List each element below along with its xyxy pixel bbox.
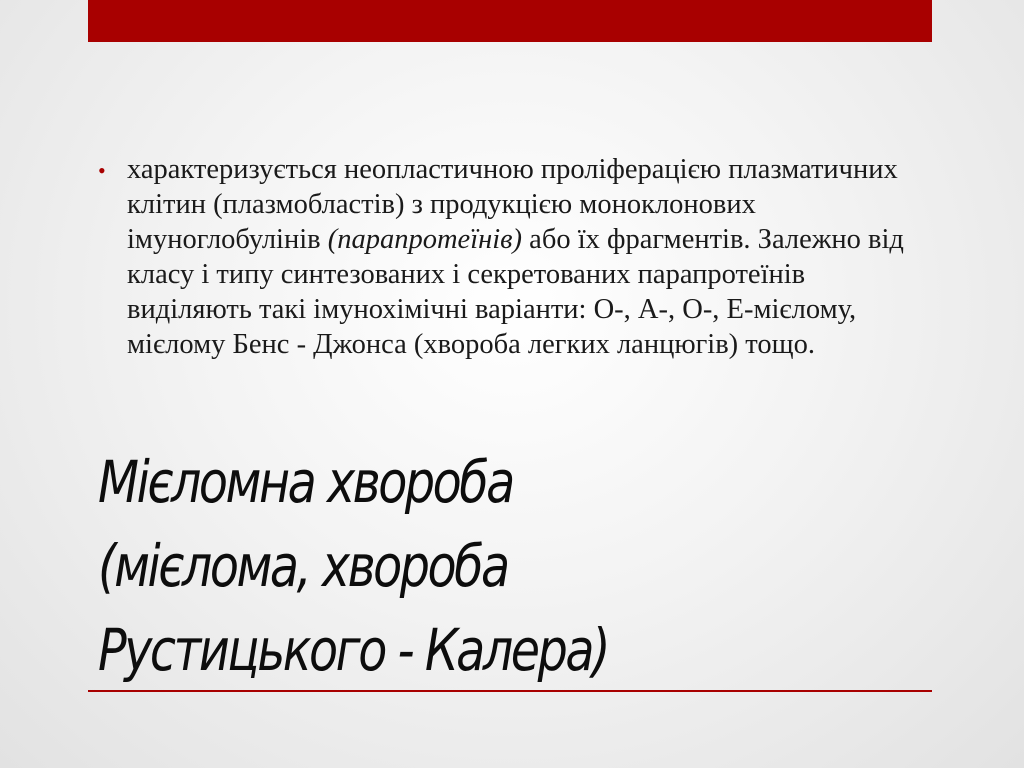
title-line-3: Рустицького - Калера) (98, 616, 609, 684)
title-line-2: (мієлома, хвороба (98, 532, 508, 600)
slide-title (98, 440, 779, 692)
bullet-text-start: характеризується неопластичною проліферацією плазматичних клітин (плазмобластів) з продукцією моноклонових імуноглобулінів (127, 154, 898, 255)
bullet-item (96, 152, 926, 362)
bottom-divider-line (88, 690, 932, 692)
slide-body (96, 152, 926, 362)
bullet-text-end: або їх фрагментів. Залежно від класу і типу синтезованих і секретованих парапротеїнів виділяють такі імунохімічні варіанти: О-, А-, О-, Е-мієлому, мієлому Бенс - Джонса (хвороба легких ланцюгів) тощо. (127, 224, 904, 360)
bullet-text-italic: (парапротеїнів) (327, 224, 523, 255)
top-accent-bar (88, 0, 932, 42)
title-line-1: Мієломна хвороба (98, 448, 513, 516)
bullet-dot-icon: • (98, 158, 106, 183)
